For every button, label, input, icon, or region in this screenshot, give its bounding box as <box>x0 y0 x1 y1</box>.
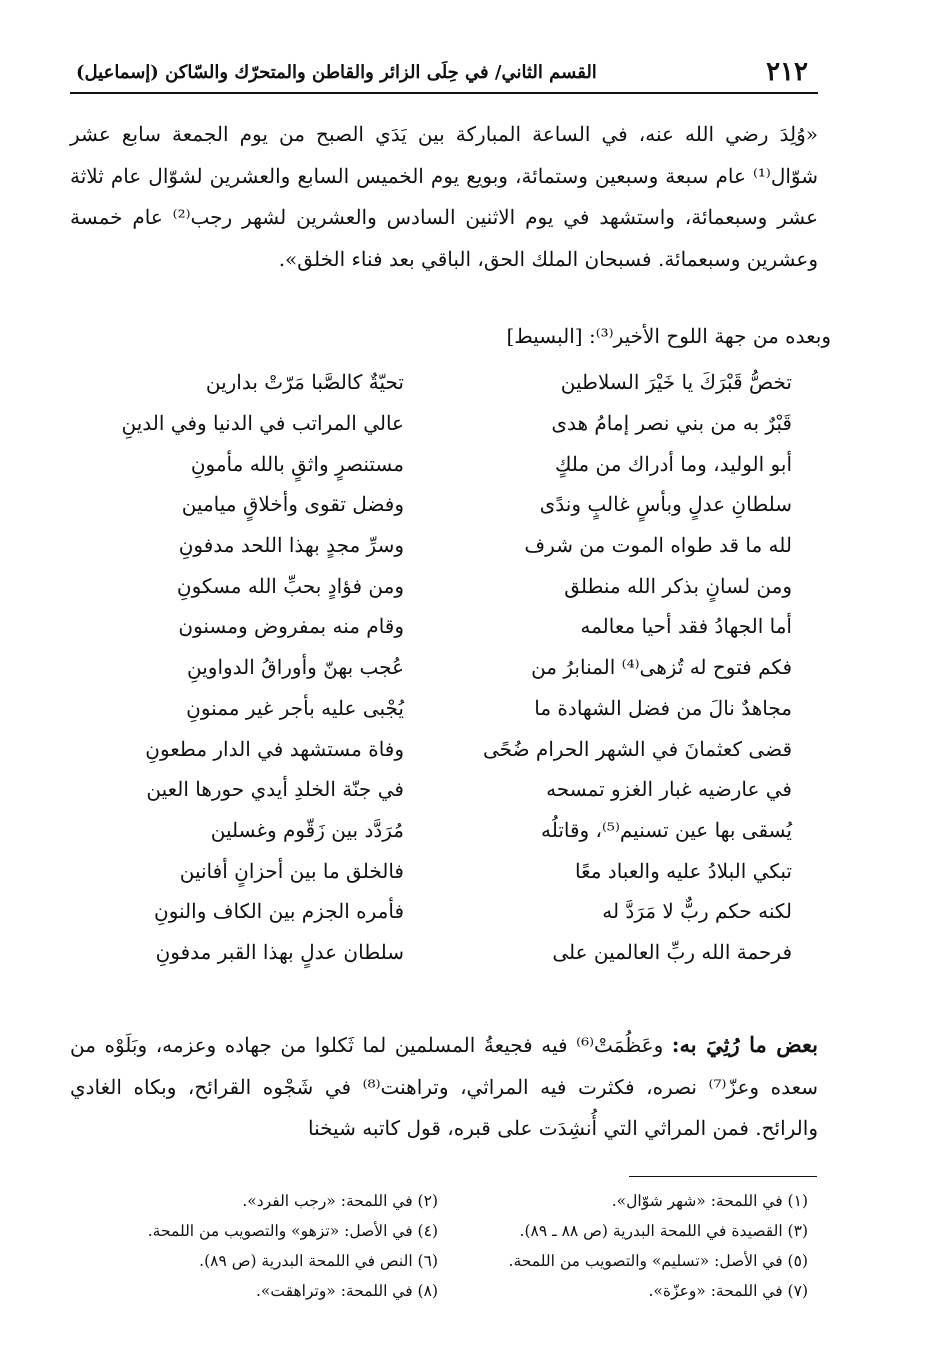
section-lead: بعض ما رُثِيَ به: <box>671 1032 818 1057</box>
footnote-row <box>70 1276 818 1306</box>
page-number: ٢١٢ <box>766 57 808 87</box>
paragraph-text: «وُلِدَ رضي الله عنه، في الساعة المباركة بين يَدَي الصبح من يوم الجمعة سابع عشر شوّال⁽¹⁾ عام سبعة وسبعين وستمائة، وبويع يوم الخميس السابع والعشرين لشوّال عام ثلاثة عشر وسبعمائة، واستشهد في يوم الاثنين السادس والعشرين لشهر رجب⁽²⁾ عام خمسة وعشرين وسبعمائة. فسبحان الملك الحق، الباقي بعد فناء الخلق». <box>70 122 818 271</box>
verse-second-hemistich: تحيّةٌ كالصَّبا مَرّتْ بدارين <box>205 370 404 395</box>
verse <box>70 891 818 932</box>
verse-second-hemistich: وسرِّ مجدٍ بهذا اللحد مدفونِ <box>178 533 404 558</box>
verse-second-hemistich: ومن فؤادٍ بحبِّ الله مسكونِ <box>176 573 404 598</box>
footnote: (٤) في الأصل: «تزهو» والتصويب من اللمحة. <box>147 1222 438 1240</box>
verse-first-hemistich: تبكي البلادُ عليه والعباد معًا <box>574 858 792 883</box>
paragraph-body: وعَظُمَتْ⁽⁶⁾ فيه فجيعةُ المسلمين لما ثَكلوا من جهاده وعزمه، وبَلَوْه من سعده وعزّ⁽⁷⁾ نصره، فكثرت فيه المراثي، وتراهنت⁽⁸⁾ في شَجْوه القرائح، وبكاه الغادي والرائح. فمن المراثي التي أُنشِدَت على قبره، قول كاتبه شيخنا <box>70 1033 818 1140</box>
verse <box>70 443 818 484</box>
footnote: (٥) في الأصل: «تسليم» والتصويب من اللمحة. <box>508 1252 808 1270</box>
verse <box>70 647 818 688</box>
verse <box>70 362 818 403</box>
footnote-row <box>70 1186 818 1216</box>
verse-second-hemistich: مُرَدَّد بين زَقّوم وغسلين <box>210 817 404 842</box>
footnote-row <box>70 1216 818 1246</box>
footnote: (٢) في اللمحة: «رجب الفرد». <box>242 1192 438 1210</box>
verse <box>70 484 818 525</box>
verse <box>70 932 818 973</box>
verse-second-hemistich: وفاة مستشهد في الدار مطعونِ <box>145 736 404 761</box>
verse <box>70 728 818 769</box>
page-header <box>70 52 818 94</box>
paragraph-text <box>70 1024 818 1150</box>
verse-second-hemistich: سلطان عدلٍ بهذا القبر مدفونِ <box>155 939 404 964</box>
footnote: (٣) القصيدة في اللمحة البدرية (ص ٨٨ ـ ٨٩). <box>519 1222 808 1240</box>
verse-first-hemistich: سلطانِ عدلٍ وبأسٍ غالبٍ وندًى <box>539 492 792 517</box>
verse-second-hemistich: عُجب بهنّ وأوراقُ الدواوينِ <box>187 655 404 680</box>
running-title: القسم الثاني/ في حِلَى الزائر والقاطن والمتحرّك والسّاكن (إسماعيل) <box>76 61 597 83</box>
verse <box>70 565 818 606</box>
poem-introduction: وبعده من جهة اللوح الأخير⁽³⁾: [البسيط] <box>506 324 831 348</box>
verse-first-hemistich: ومن لسانٍ بذكر الله منطلق <box>564 573 792 598</box>
verse <box>70 606 818 647</box>
verse-second-hemistich: في جنّة الخلدِ أيدي حورها العين <box>146 777 404 802</box>
footnote: (١) في اللمحة: «شهر شوّال». <box>611 1192 808 1210</box>
verse-first-hemistich: لله ما قد طواه الموت من شرف <box>524 533 792 558</box>
verse-second-hemistich: وفضل تقوى وأخلاقٍ ميامين <box>181 492 404 517</box>
verse <box>70 810 818 851</box>
verse-second-hemistich: فالخلق ما بين أحزانٍ أفانين <box>179 858 404 883</box>
verse-first-hemistich: في عارضيه غبار الغزو تمسحه <box>546 777 792 802</box>
verse-second-hemistich: فأمره الجزم بين الكاف والنونِ <box>154 899 404 924</box>
verse-first-hemistich: أما الجهادُ فقد أحيا معالمه <box>580 614 792 639</box>
verse-first-hemistich: يُسقى بها عين تسنيم⁽⁵⁾، وقاتلُه <box>540 817 792 842</box>
verse <box>70 525 818 566</box>
footnote: (٧) في اللمحة: «وعزّة». <box>648 1282 808 1300</box>
verse <box>70 850 818 891</box>
verse-second-hemistich: عالي المراتب في الدنيا وفي الدينِ <box>121 411 404 436</box>
verse-first-hemistich: قَبْرٌ به من بني نصر إمامُ هدى <box>551 411 792 436</box>
footnote: (٦) النص في اللمحة البدرية (ص ٨٩). <box>199 1252 438 1270</box>
verse <box>70 769 818 810</box>
footnote: (٨) في اللمحة: «وتراهقت». <box>256 1282 438 1300</box>
verse-first-hemistich: مجاهدٌ نالَ من فضل الشهادة ما <box>534 695 792 720</box>
verse-first-hemistich: فكم فتوح له تُزهى⁽⁴⁾ المنابرُ من <box>531 655 792 680</box>
verse-second-hemistich: يُجْبى عليه بأجر غير ممنونِ <box>186 695 404 720</box>
verse-first-hemistich: أبو الوليد، وما أدراك من ملكٍ <box>554 451 792 476</box>
verse-first-hemistich: فرحمة الله ربِّ العالمين على <box>552 939 792 964</box>
footnote-divider <box>629 1176 817 1177</box>
poem <box>70 362 818 972</box>
footnote-row <box>70 1246 818 1276</box>
footnotes <box>70 1186 818 1306</box>
opening-paragraph <box>70 114 818 280</box>
verse-second-hemistich: مستنصرٍ واثقٍ بالله مأمونِ <box>190 451 404 476</box>
verse <box>70 403 818 444</box>
verse-second-hemistich: وقام منه بمفروض ومسنون <box>178 614 404 639</box>
verse-first-hemistich: لكنه حكم ربٌّ لا مَرَدَّ له <box>602 899 792 924</box>
verse-first-hemistich: قضى كعثمانَ في الشهر الحرام ضُحًى <box>483 736 792 761</box>
verse-first-hemistich: تخصُّ قَبْرَكَ يا خَيْرَ السلاطين <box>560 370 792 395</box>
verse <box>70 688 818 729</box>
elegy-paragraph <box>70 1024 818 1150</box>
